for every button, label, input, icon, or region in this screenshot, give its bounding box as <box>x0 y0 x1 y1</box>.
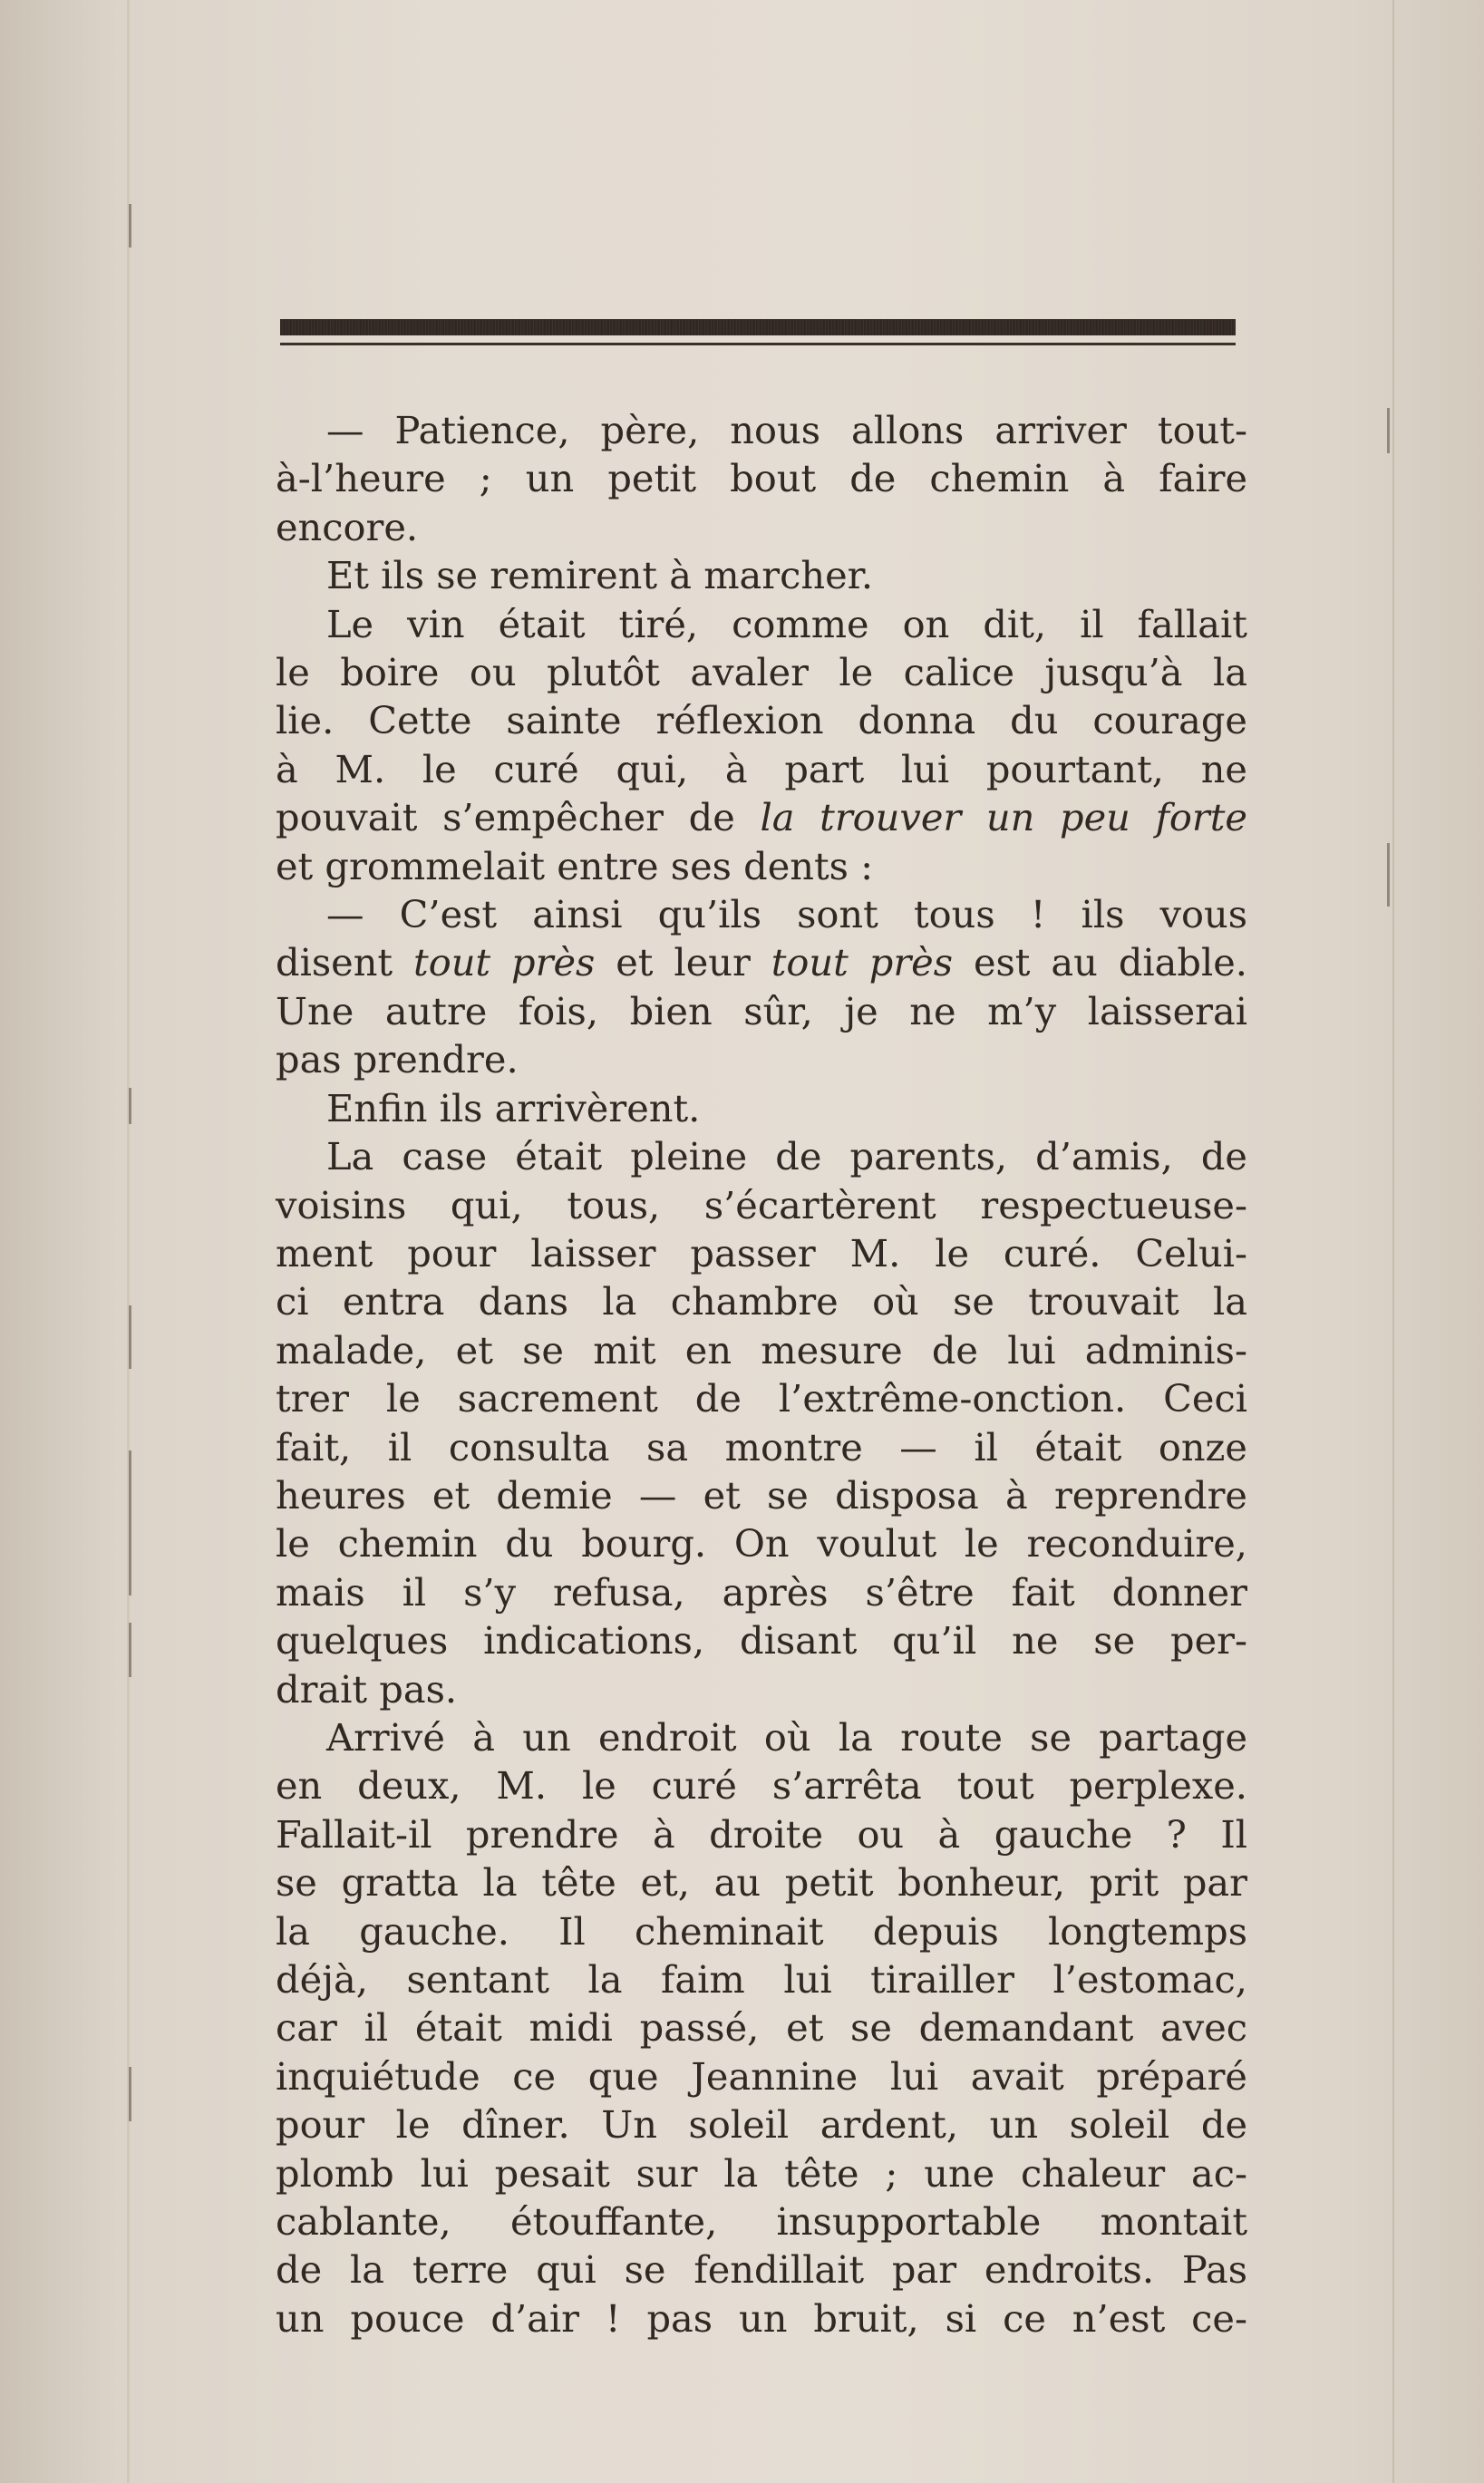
text-run: Arrivé à un endroit où la route se partage <box>326 1714 1247 1760</box>
text-run: heures et demie — et se disposa à reprendre <box>276 1472 1247 1518</box>
text-line <box>276 454 1247 502</box>
text-line <box>276 2100 1247 2148</box>
text-line <box>276 1181 1247 1229</box>
text-run: inquiétude ce que Jeannine lui avait préparé <box>276 2053 1247 2099</box>
text-run: à-l’heure ; un petit bout de chemin à faire <box>276 456 1247 501</box>
text-line <box>276 1713 1247 1761</box>
text-run: Une autre fois, bien sûr, je ne m’y laisserai <box>276 988 1247 1033</box>
text-run: le boire ou plutôt avaler le calice jusqu’à la <box>276 650 1247 695</box>
text-line <box>276 406 1247 454</box>
text-line <box>276 1519 1247 1567</box>
text-line <box>276 745 1247 793</box>
body-text <box>276 406 1247 2342</box>
text-run: pas prendre. <box>276 1037 519 1082</box>
text-run: cablante, étouffante, insupportable montait <box>276 2199 1247 2245</box>
margin-mark <box>129 1305 131 1369</box>
text-run: voisins qui, tous, s’écartèrent respectueuse- <box>276 1182 1247 1227</box>
text-line <box>276 1665 1247 1713</box>
text-line <box>276 842 1247 890</box>
text-run: la gauche. Il cheminait depuis longtemps <box>276 1908 1247 1954</box>
text-run: déjà, sentant la faim lui tirailler l’estomac, <box>276 1957 1247 2002</box>
text-run: Fallait-il prendre à droite ou à gauche ? Il <box>276 1811 1247 1857</box>
text-line <box>276 1132 1247 1180</box>
text-line <box>276 2003 1247 2051</box>
header-rule-thin <box>280 343 1236 345</box>
margin-mark <box>129 204 131 247</box>
italic-text: tout près <box>413 940 596 985</box>
text-run: ci entra dans la chambre où se trouvait la <box>276 1279 1247 1324</box>
text-line <box>276 648 1247 696</box>
margin-mark <box>1387 408 1390 453</box>
text-line <box>276 551 1247 599</box>
text-run: lie. Cette sainte réflexion donna du courage <box>276 698 1247 743</box>
text-run: — Patience, père, nous allons arriver tout- <box>326 408 1247 452</box>
text-run: malade, et se mit en mesure de lui adminis- <box>276 1327 1247 1372</box>
text-line <box>276 1858 1247 1906</box>
text-run: est au diable. <box>953 940 1247 985</box>
text-line <box>276 2149 1247 2197</box>
text-run: disent <box>276 940 414 985</box>
text-run: se gratta la tête et, au petit bonheur, prit par <box>276 1860 1247 1906</box>
italic-text: la trouver un peu forte <box>760 795 1247 840</box>
margin-mark <box>129 1623 131 1677</box>
text-line <box>276 1810 1247 1858</box>
text-line <box>276 793 1247 841</box>
text-run: Le vin était tiré, comme on dit, il fallait <box>326 601 1247 646</box>
margin-mark <box>1387 843 1390 907</box>
text-run: et grommelait entre ses dents : <box>276 843 874 888</box>
margin-mark <box>129 1450 131 1596</box>
text-line <box>276 1326 1247 1374</box>
text-run: encore. <box>276 504 419 549</box>
text-run: fait, il consulta sa montre — il était onze <box>276 1424 1247 1469</box>
text-run: mais il s’y refusa, après s’être fait donner <box>276 1569 1247 1615</box>
text-line <box>276 1035 1247 1083</box>
text-line <box>276 1229 1247 1277</box>
text-run: en deux, M. le curé s’arrêta tout perplexe. <box>276 1763 1247 1809</box>
text-line <box>276 2245 1247 2294</box>
text-run: un pouce d’air ! pas un bruit, si ce n’est ce- <box>276 2295 1247 2341</box>
page-edge <box>1392 0 1394 2483</box>
text-line <box>276 1423 1247 1471</box>
text-line <box>276 987 1247 1035</box>
text-run: car il était midi passé, et se demandant avec <box>276 2005 1247 2051</box>
text-run: quelques indications, disant qu’il ne se per- <box>276 1618 1247 1663</box>
italic-text: tout près <box>771 940 954 985</box>
text-line <box>276 1374 1247 1422</box>
text-run: Et ils se remirent à marcher. <box>326 553 874 598</box>
text-line <box>276 1761 1247 1809</box>
text-run: le chemin du bourg. On voulut le reconduire, <box>276 1521 1247 1566</box>
text-run: à M. le curé qui, à part lui pourtant, ne <box>276 746 1247 791</box>
text-line <box>276 2052 1247 2100</box>
text-line <box>276 1471 1247 1519</box>
text-run: drait pas. <box>276 1666 458 1712</box>
text-line <box>276 696 1247 744</box>
header-rule-thick <box>280 319 1236 335</box>
text-line <box>276 2294 1247 2342</box>
text-line <box>276 600 1247 648</box>
text-run: Enfin ils arrivèrent. <box>326 1085 701 1130</box>
text-line <box>276 1907 1247 1955</box>
text-run: et leur <box>595 940 771 985</box>
text-run: — C’est ainsi qu’ils sont tous ! ils vous <box>326 892 1247 937</box>
text-line <box>276 1616 1247 1664</box>
text-run: trer le sacrement de l’extrême-onction. Ceci <box>276 1376 1247 1421</box>
text-line <box>276 938 1247 986</box>
text-run: La case était pleine de parents, d’amis, de <box>326 1134 1247 1179</box>
margin-mark <box>129 1088 131 1124</box>
text-run: de la terre qui se fendillait par endroits. Pas <box>276 2247 1247 2293</box>
text-line <box>276 1277 1247 1325</box>
text-line <box>276 2197 1247 2245</box>
text-line <box>276 1955 1247 2003</box>
text-run: ment pour laisser passer M. le curé. Celui- <box>276 1230 1247 1275</box>
text-line <box>276 890 1247 938</box>
text-run: pouvait s’empêcher de <box>276 795 761 840</box>
text-run: pour le dîner. Un soleil ardent, un soleil de <box>276 2102 1247 2148</box>
margin-mark <box>129 2067 131 2121</box>
text-line <box>276 1568 1247 1616</box>
text-line <box>276 1084 1247 1132</box>
text-run: plomb lui pesait sur la tête ; une chaleur ac- <box>276 2150 1247 2196</box>
text-line <box>276 503 1247 551</box>
